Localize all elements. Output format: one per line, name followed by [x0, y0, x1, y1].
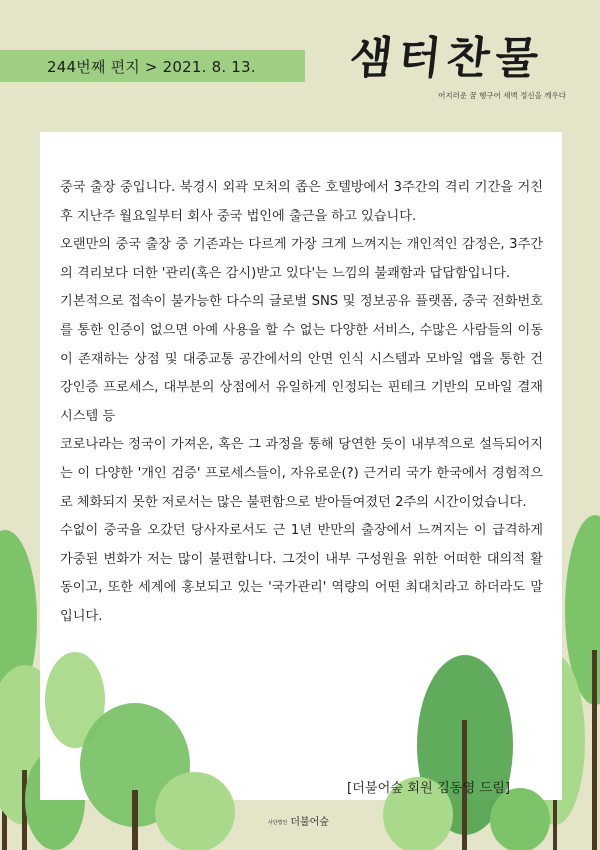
letter-paragraph: 중국 출장 중입니다. 북경시 외곽 모처의 좁은 호텔방에서 3주간의 격리 기간을 거친 후 지난주 월요일부터 회사 중국 법인에 출근을 하고 있습니다. [60, 180, 543, 224]
letter-paragraph: 수없이 중국을 오갔던 당사자로서도 근 1년 반만의 출장에서 느껴지는 이 급격하게 가중된 변화가 저는 많이 불편합니다. 그것이 내부 구성원을 위한 어떠한 대의적 활동이고, 또한 세계에 홍보되고 있는 '국가관리' 역량의 어떤 최대치라고 하더라도 말입니다. [60, 523, 543, 624]
letter-paragraph: 코로나라는 정국이 가져온, 혹은 그 과정을 통해 당연한 듯이 내부적으로 설득되어지는 이 다양한 '개인 검증' 프로세스들이, 자유로운(?) 근거리 국가 한국에서 경험적으로 체화되지 못한 저로서는 많은 불편함으로 받아들여졌던 2주의 시간이었습니다. [60, 437, 543, 510]
footer-small-text: 사단법인 [268, 820, 288, 826]
samteo-chanmul-logo: 샘터찬물 [347, 33, 547, 84]
letter-paragraph: 기본적으로 접속이 불가능한 다수의 글로벌 SNS 및 정보공유 플랫폼, 중국 전화번호를 통한 인증이 없으면 아예 사용을 할 수 없는 다양한 서비스, 수많은 사람들의 이동이 존재하는 상점 및 대중교통 공간에서의 안면 인식 시스템과 모바일 앱을 통한 건강인증 프로세스, 대부분의 상점에서 유일하게 인정되는 핀테크 기반의 모바일 결재 시스템 등 [60, 294, 543, 424]
letter-paragraph: 오랜만의 중국 출장 중 기존과는 다르게 가장 크게 느껴지는 개인적인 감정은, 3주간의 격리보다 더한 '관리(혹은 감시)받고 있다'는 느낌의 불쾌함과 답답함입니다. [60, 237, 543, 281]
letter-number-date: 244번째 편지 > 2021. 8. 13. [47, 58, 256, 76]
logo-tagline: 어지러운 꿈 헹구어 새벽 정신을 깨우다 [438, 91, 566, 100]
letter-signature: [더불어숲 회원 김동영 드림] [347, 781, 510, 796]
footer-brand: 더불어숲 [290, 817, 329, 828]
deobureosup-logo [268, 813, 329, 828]
